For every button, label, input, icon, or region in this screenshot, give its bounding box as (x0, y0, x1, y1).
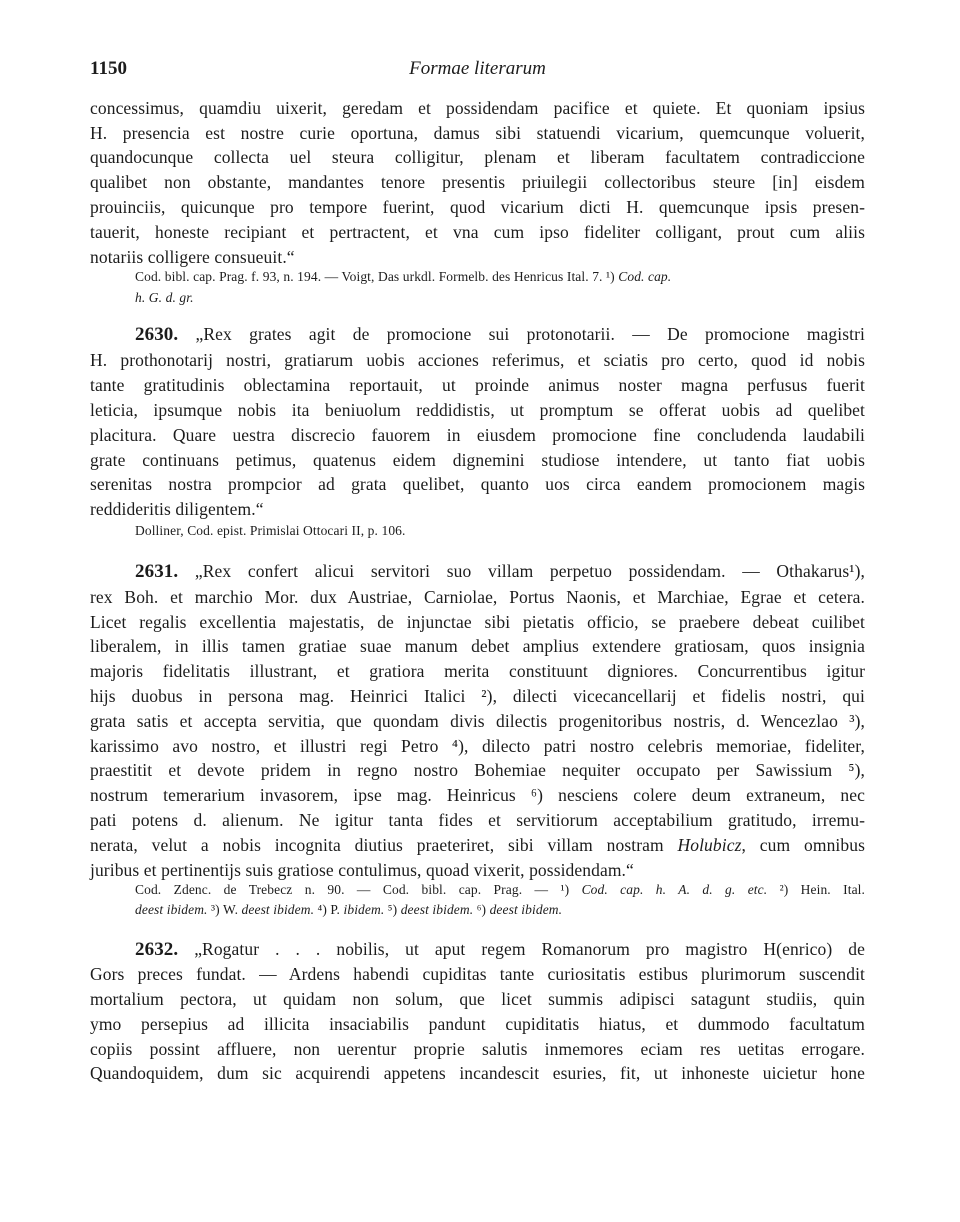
footnote-line: Cod. bibl. cap. Prag. f. 93, n. 194. — Voigt, Das urkdl. Formelb. des Henricus Ital. 7. ¹) Cod. cap. (135, 269, 672, 284)
body-line: H. prothonotarij nostri, gratiarum uobis acciones referimus, et sciatis pro certo, quod id nobis (90, 350, 865, 370)
body-line: Licet regalis excellentia majestatis, de injunctae sibi pietatis officio, se praebere debeat cuilibet (90, 612, 865, 632)
footnote-line: Dolliner, Cod. epist. Primislai Ottocari II, p. 106. (135, 523, 406, 538)
footnote-line: Cod. Zdenc. de Trebecz n. 90. — Cod. bibl. cap. Prag. — ¹) Cod. cap. h. A. d. g. etc. ²) Hein. Ital. (135, 882, 865, 897)
body-line: grate continuans petimus, quatenus eidem dignemini studiose intendere, ut tanto fiat uobis (90, 450, 865, 470)
body-line: Quandoquidem, dum sic acquirendi appetens incandescit esuries, fit, ut inhoneste uicietur hone (90, 1063, 865, 1083)
entry-number: 2630. (135, 324, 179, 345)
entry-number: 2631. (135, 561, 179, 582)
body-line: serenitas nostra prompcior ad grata quelibet, quanto uos circa eandem promocionem magis (90, 474, 865, 494)
place-name: Holubicz (677, 835, 742, 855)
body-line: pati potens d. alienum. Ne igitur tanta fides et servitiorum acceptabilium gratitudo, irremu- (90, 810, 865, 830)
footnote-line: h. G. d. gr. (135, 290, 194, 305)
body-line: karissimo avo nostro, et illustri regi Petro ⁴), dilecto patri nostro celebris memoriae, fideliter, (90, 736, 865, 756)
body-line: praestitit et devote pridem in regno nostro Bohemiae nequiter occupato per Sawissium ⁵), (90, 760, 865, 780)
body-line: copiis possint affluere, non uerentur proprie salutis inmemores eciam res uetitas errogare. (90, 1039, 865, 1059)
body-line: rex Boh. et marchio Mor. dux Austriae, Carniolae, Portus Naonis, et Marchiae, Egrae et cetera. (90, 587, 865, 607)
body-line: liberalem, in illis tamen gratiae suae manum debet amplius extendere gratiosam, quos insignia (90, 636, 865, 656)
body-line: prouinciis, quicunque pro tempore fuerint, quod vicarium dicti H. quemcunque ipsis presen- (90, 197, 865, 217)
body-line: juribus et pertinentijs suis gratiose contulimus, quoad vixerit, possidendam.“ (90, 860, 634, 880)
body-line: mortalium pectora, ut quidam non solum, que licet summis adipisci satagunt studiis, quin (90, 989, 865, 1009)
body-line: qualibet non obstante, mandantes tenore presentis priuilegii collectoribus steure [in] eisdem (90, 172, 865, 192)
page-number: 1150 (90, 58, 127, 79)
body-line: ymo persepius ad illicita insaciabilis pandunt cupiditatis hiatus, et dummodo facultatum (90, 1014, 865, 1034)
body-line: quandocunque collecta uel steura colligitur, plenam et liberam facultatem contradiccione (90, 147, 865, 167)
body-line: hijs duobus in persona mag. Heinrici Italici ²), dilecti vicecancellarij et fidelis nostri, qui (90, 686, 865, 706)
page-header (90, 58, 865, 86)
body-line: nerata, velut a nobis incognita diutius praeteriret, sibi villam nostram Holubicz, cum omnibus (90, 835, 865, 855)
body-line: nostrum temerarium invasorem, ipse mag. Heinricus ⁶) nesciens colere deum extraneum, nec (90, 785, 865, 805)
body-line: tante gratitudinis oblectamina reportauit, ut proinde animus noster magna perfusus fuerit (90, 375, 865, 395)
body-line: notariis colligere consueuit.“ (90, 247, 295, 267)
entry-heading-2631: 2631. „Rex confert alicui servitori suo villam perpetuo possidendam. — Othakarus¹), (135, 561, 865, 582)
entry-heading-2632: 2632. „Rogatur . . . nobilis, ut aput regem Romanorum pro magistro H(enrico) de (135, 939, 865, 960)
body-line: placitura. Quare uestra discrecio fauorem in eiusdem promocione fine concludenda laudabili (90, 425, 865, 445)
entry-heading-2630: 2630. „Rex grates agit de promocione sui protonotarii. — De promocione magistri (135, 324, 865, 345)
body-line: reddideritis diligentem.“ (90, 499, 264, 519)
body-line: grata satis et accepta servitia, que quondam divis dilectis progenitoribus nostris, d. Wencezlao ³), (90, 711, 865, 731)
footnote-line: deest ibidem. ³) W. deest ibidem. ⁴) P. ibidem. ⁵) deest ibidem. ⁶) deest ibidem. (135, 902, 563, 917)
body-line: H. presencia est nostre curie oportuna, damus sibi statuendi vicarium, quemcunque voluerit, (90, 123, 865, 143)
body-line: concessimus, quamdiu uixerit, geredam et possidendam pacifice et quiete. Et quoniam ipsius (90, 98, 865, 118)
running-title: Formae literarum (409, 58, 546, 79)
body-line: leticia, ipsumque nobis ita beniuolum reddidistis, ut promptum se offerat uobis ad quelibet (90, 400, 865, 420)
entry-number: 2632. (135, 939, 179, 960)
body-line: majoris fidelitatis illustrant, et gratiora merita constituunt digniores. Concurrentibus igitur (90, 661, 865, 681)
body-line: Gors preces fundat. — Ardens habendi cupiditas tante curiositatis estibus plurimorum suscendit (90, 964, 865, 984)
body-line: tauerit, honeste recipiant et pertractent, et vna cum ipso fideliter colligant, prout cum aliis (90, 222, 865, 242)
